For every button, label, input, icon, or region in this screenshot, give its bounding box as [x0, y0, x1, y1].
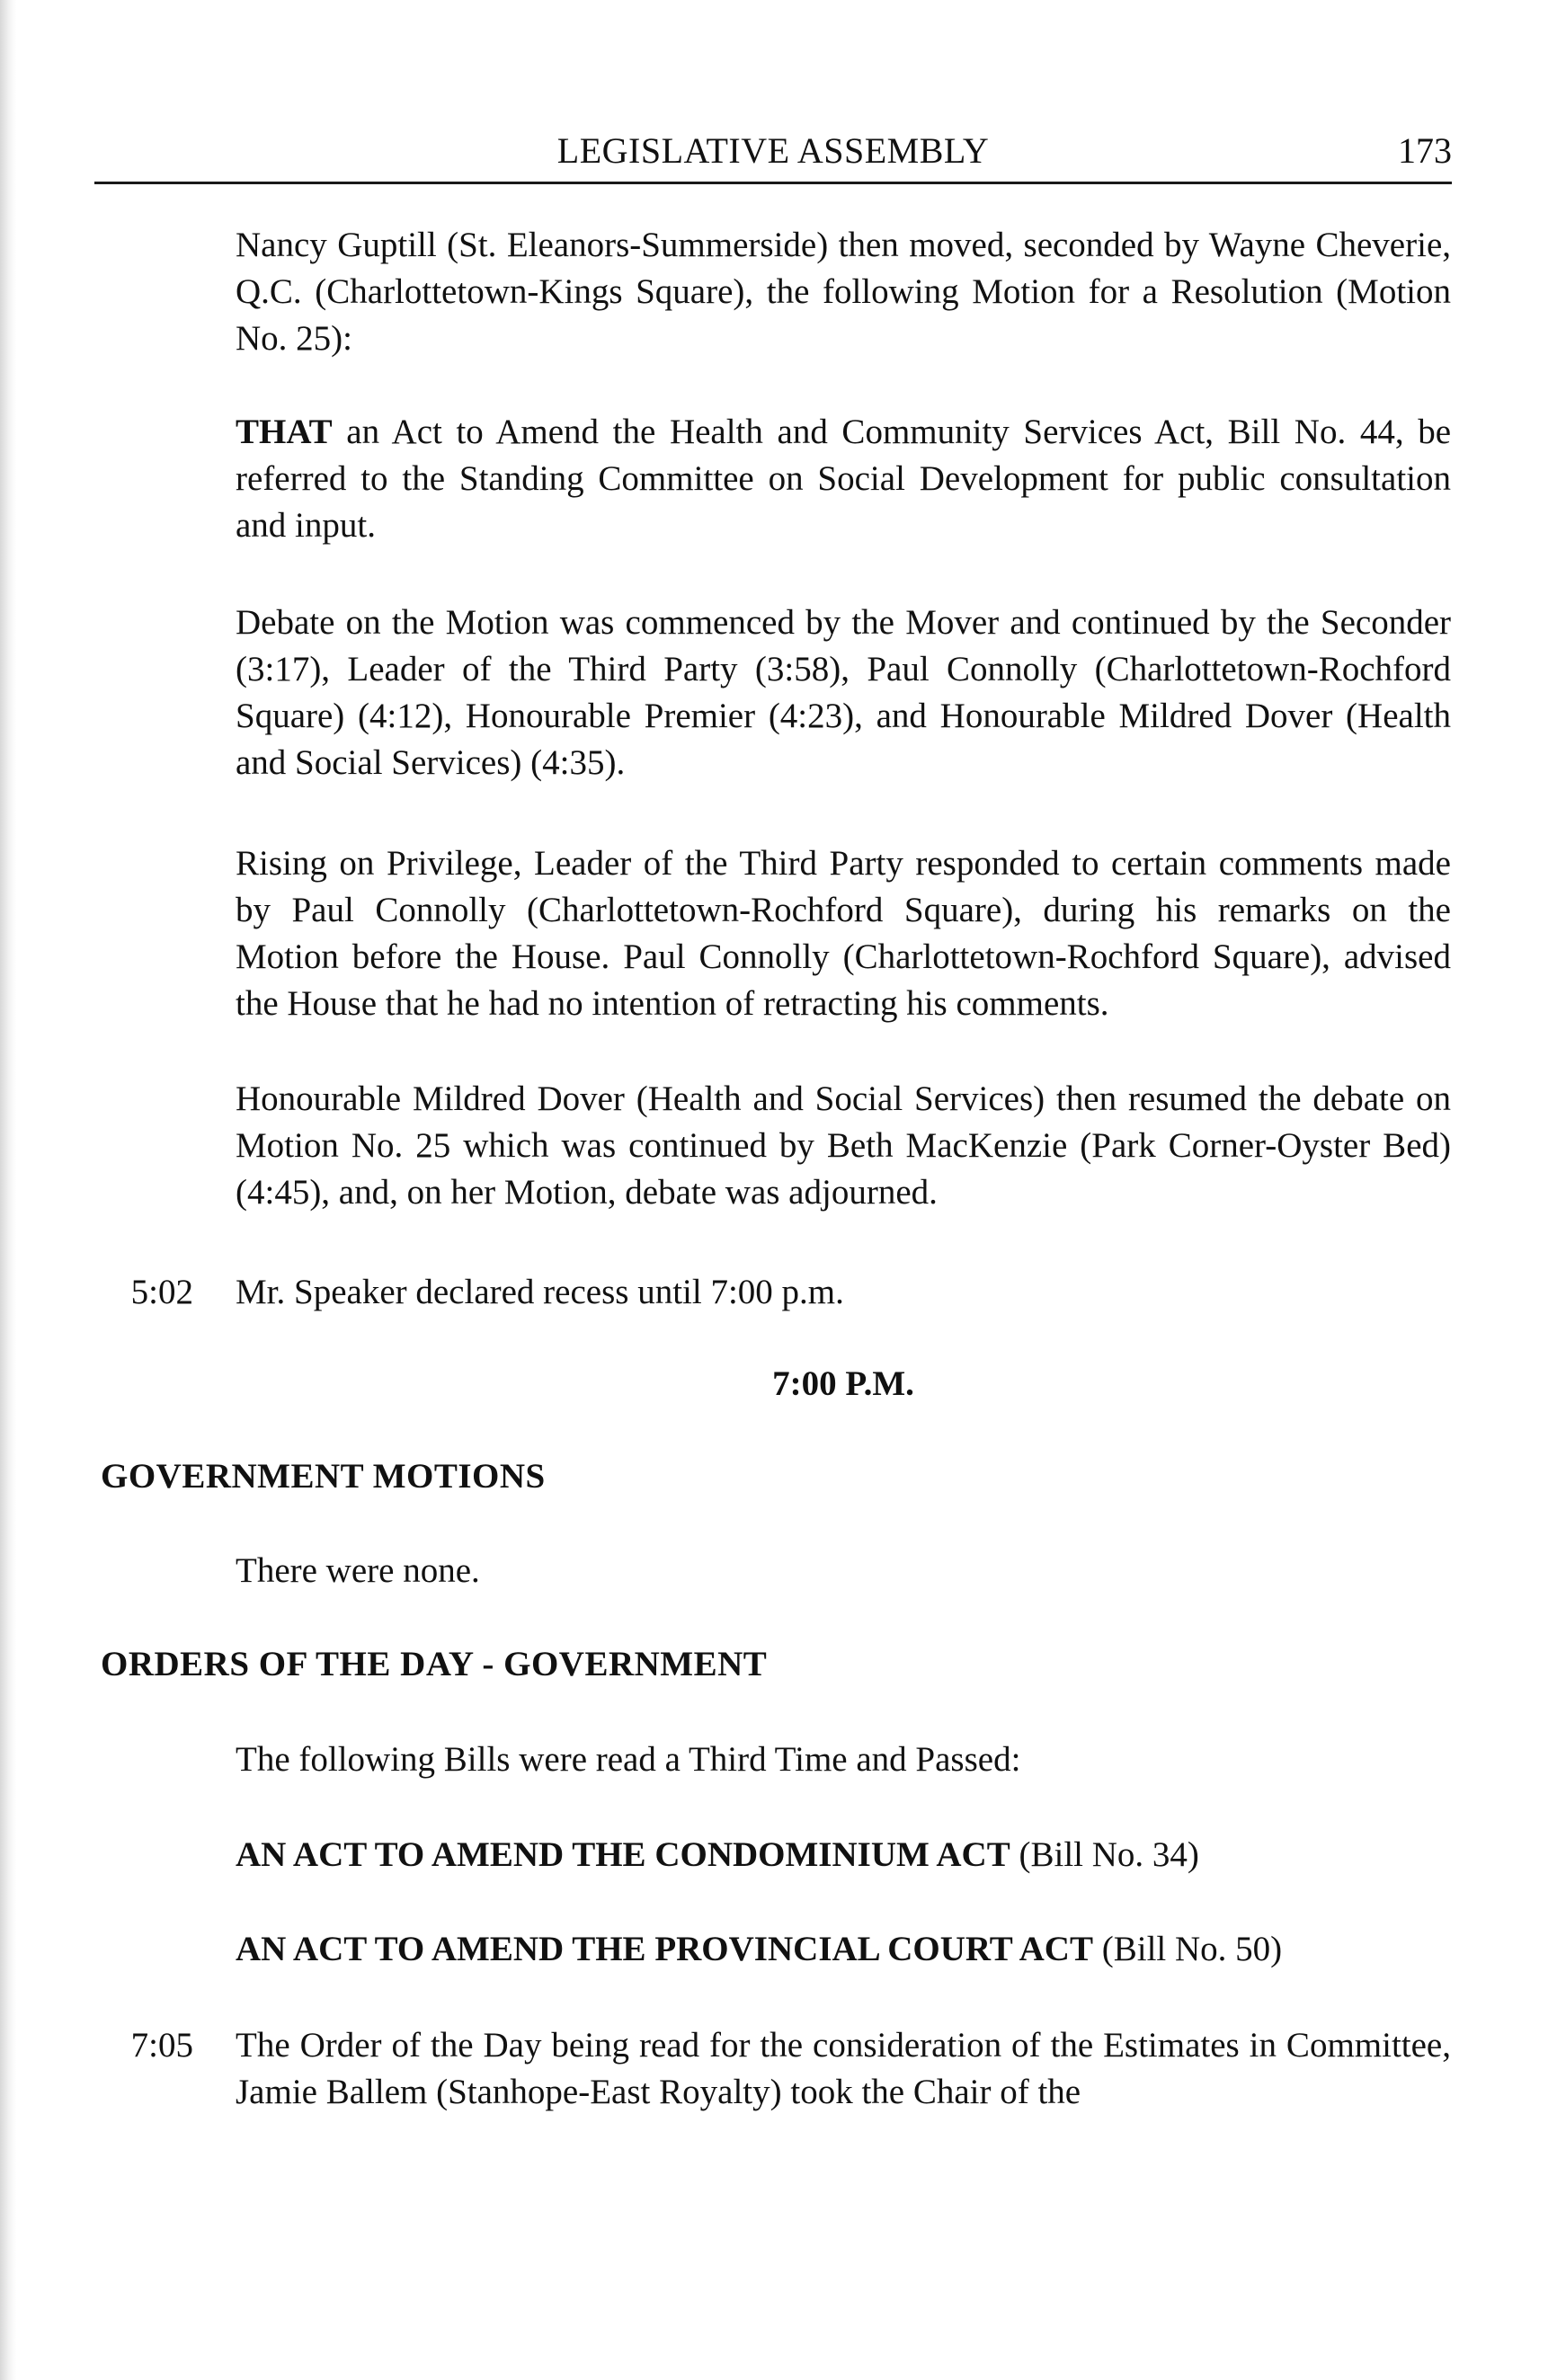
bill-50-number: (Bill No. 50): [1092, 1930, 1283, 1968]
motion-text: an Act to Amend the Health and Community Services Act, Bill No. 44, be referred to the Standing Committee on Social Development for public consultation and input.: [236, 413, 1451, 545]
government-motions-text: There were none.: [236, 1551, 480, 1590]
bill-34-title: AN ACT TO AMEND THE CONDOMINIUM ACT: [236, 1835, 1010, 1874]
government-motions-heading: GOVERNMENT MOTIONS: [101, 1457, 546, 1496]
motion-text-paragraph: [236, 409, 1451, 549]
motion-lead-word: THAT: [236, 413, 333, 451]
committee-text: The Order of the Day being read for the consideration of the Estimates in Committee, Jamie Ballem (Stanhope-East Royalty) took the Chair of the: [236, 2026, 1451, 2111]
orders-intro-text: The following Bills were read a Third Time and Passed:: [236, 1740, 1021, 1779]
committee-time: 7:05: [130, 2026, 193, 2065]
resumed-debate-paragraph: Honourable Mildred Dover (Health and Social Services) then resumed the debate on Motion No. 25 which was continued by Beth MacKenzie (Park Corner-Oyster Bed) (4:45), and, on her Motion, debate was adjourned.: [236, 1079, 1451, 1212]
debate-paragraph: Debate on the Motion was commenced by the Mover and continued by the Seconder (3:17), Leader of the Third Party (3:58), Paul Connolly (Charlottetown-Rochford Square) (4:12), Honourable Premier (4:23), and Honourable Mildred Dover (Health and Social Services) (4:35).: [236, 603, 1451, 782]
motion-intro-paragraph: Nancy Guptill (St. Eleanors-Summerside) then moved, seconded by Wayne Cheverie, Q.C. (Charlottetown-Kings Square), the following Motion for a Resolution (Motion No. 25):: [236, 226, 1451, 358]
bill-50-title: AN ACT TO AMEND THE PROVINCIAL COURT ACT: [236, 1930, 1093, 1968]
bill-34-entry: [236, 1832, 1199, 1878]
page-header: [94, 126, 1452, 184]
header-title: LEGISLATIVE ASSEMBLY: [556, 130, 990, 171]
recess-text: Mr. Speaker declared recess until 7:00 p.m.: [236, 1273, 844, 1311]
privilege-paragraph: Rising on Privilege, Leader of the Third Party responded to certain comments made by Paul Connolly (Charlottetown-Rochford Square), during his remarks on the Motion before the House. Paul Connolly (Charlottetown-Rochford Square), advised the House that he had no intention of retracting his comments.: [236, 844, 1451, 1023]
orders-of-the-day-heading: ORDERS OF THE DAY - GOVERNMENT: [101, 1645, 768, 1683]
evening-sitting-heading: 7:00 P.M.: [772, 1364, 914, 1403]
bill-34-number: (Bill No. 34): [1010, 1835, 1199, 1874]
page-edge-shadow: [0, 0, 16, 2380]
bill-50-entry: [236, 1926, 1282, 1973]
page-number: 173: [1398, 130, 1452, 171]
recess-time: 5:02: [130, 1273, 193, 1311]
